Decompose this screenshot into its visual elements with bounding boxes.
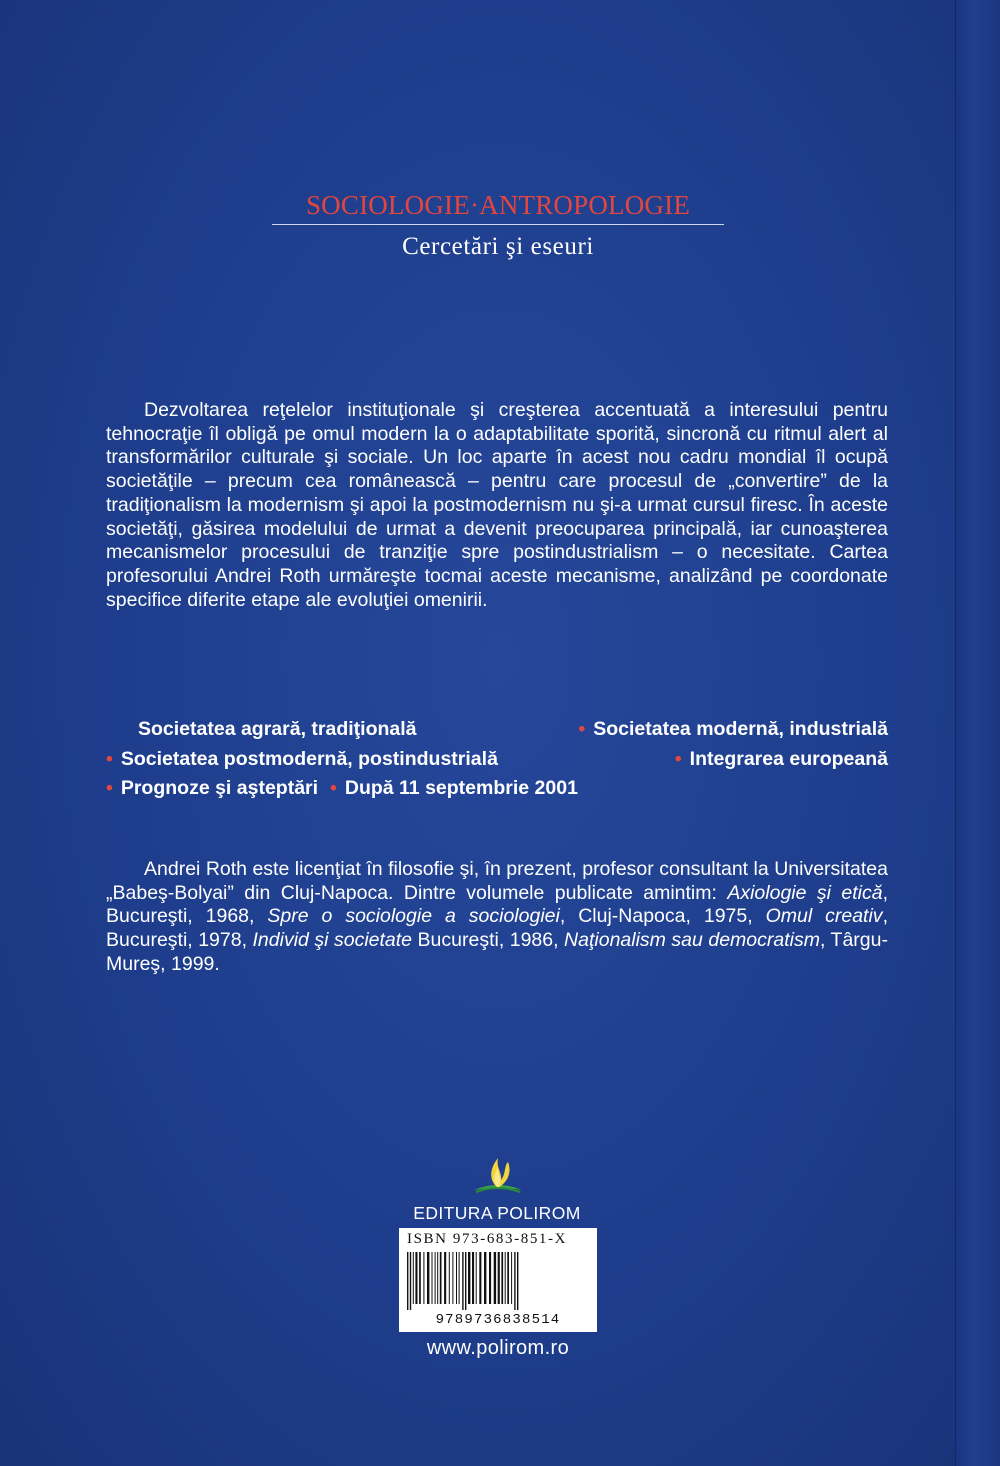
- isbn-number: ISBN 973-683-851-X: [407, 1231, 568, 1247]
- bio-work-place: , Bucureşti, 1978,: [106, 905, 888, 952]
- bio-work-title: Axiologie şi etică: [727, 881, 883, 904]
- series-header: [272, 188, 724, 263]
- topics-line: [106, 715, 888, 745]
- topic-item: • Integrarea europeană: [674, 747, 888, 770]
- bullet-icon: •: [578, 718, 586, 740]
- bio-work-place: Bucureşti, 1986,: [412, 929, 565, 952]
- series-divider: [272, 224, 724, 225]
- polirom-flame-logo-icon: [468, 1150, 528, 1198]
- bio-work-title: Omul creativ: [765, 905, 883, 928]
- topic-item: • Prognoze şi aşteptări: [106, 777, 319, 799]
- bullet-icon: •: [674, 747, 682, 770]
- bio-work-title: Naţionalism sau democratism: [564, 929, 820, 952]
- barcode-icon: [405, 1252, 591, 1310]
- ean-number: 9789736838514: [435, 1312, 561, 1328]
- barcode-label: [399, 1228, 597, 1332]
- publisher-name: EDITURA POLIROM: [413, 1203, 581, 1223]
- topic-item: • Societatea postmodernă, postindustrială: [106, 747, 498, 770]
- bullet-icon: •: [330, 777, 337, 799]
- series-subtitle: Cercetări şi eseuri: [402, 233, 594, 260]
- topic-item: • După 11 septembrie 2001: [330, 777, 578, 799]
- topic-item: • Societatea modernă, industrială: [578, 718, 888, 740]
- bio-work-title: Spre o sociologie a sociologiei: [267, 905, 560, 928]
- bio-work-place: , Cluj-Napoca, 1975,: [559, 905, 766, 928]
- bullet-icon: •: [106, 777, 113, 799]
- book-spine: [955, 0, 1000, 1466]
- bio-work-place: , Târgu-Mureş, 1999.: [106, 929, 888, 975]
- bio-work-place: , Bucureşti, 1968,: [106, 881, 888, 928]
- topics-line: [106, 745, 888, 775]
- book-blurb: Dezvoltarea reţelelor instituţionale şi creşterea accentuată a interesului pentru tehnocraţie îl obligă pe omul modern la o adaptabilitate sporită, sincronă cu ritmul alert al transformărilor culturale şi sociale. Un loc aparte în acest nou cadru mondial îl ocupă societăţile – precum cea românească – pentru care procesul de „convertire” de la tradiţionalism la modernism şi apoi la postmodernism nu şi-a urmat cursul firesc. În aceste societăţi, găsirea modelului de urmat a devenit preocuparea principală, iar cunoaşterea mecanismelor procesului de tranziţie spre postindustrialism – o necesitate. Cartea profesorului Andrei Roth urmăreşte tocmai aceste mecanisme, analizând pe coordonate specifice diferite etape ale evoluţiei omenirii.: [106, 399, 888, 611]
- topics-list: [106, 715, 888, 804]
- series-title: SOCIOLOGIE·ANTROPOLOGIE: [305, 190, 691, 220]
- bullet-icon: •: [106, 747, 113, 770]
- author-bio: [106, 858, 888, 977]
- topic-item: Societatea agrară, tradiţională: [138, 718, 417, 740]
- topics-line: [106, 774, 888, 804]
- bio-intro: Andrei Roth este licenţiat în filosofie şi, în prezent, profesor consultant la Universitatea „Babeş-Bolyai” din Cluj-Napoca. Dintre volumele publicate amintim:: [106, 858, 888, 904]
- publisher-website: www.polirom.ro: [426, 1337, 570, 1359]
- bio-work-title: Individ şi societate: [252, 929, 413, 952]
